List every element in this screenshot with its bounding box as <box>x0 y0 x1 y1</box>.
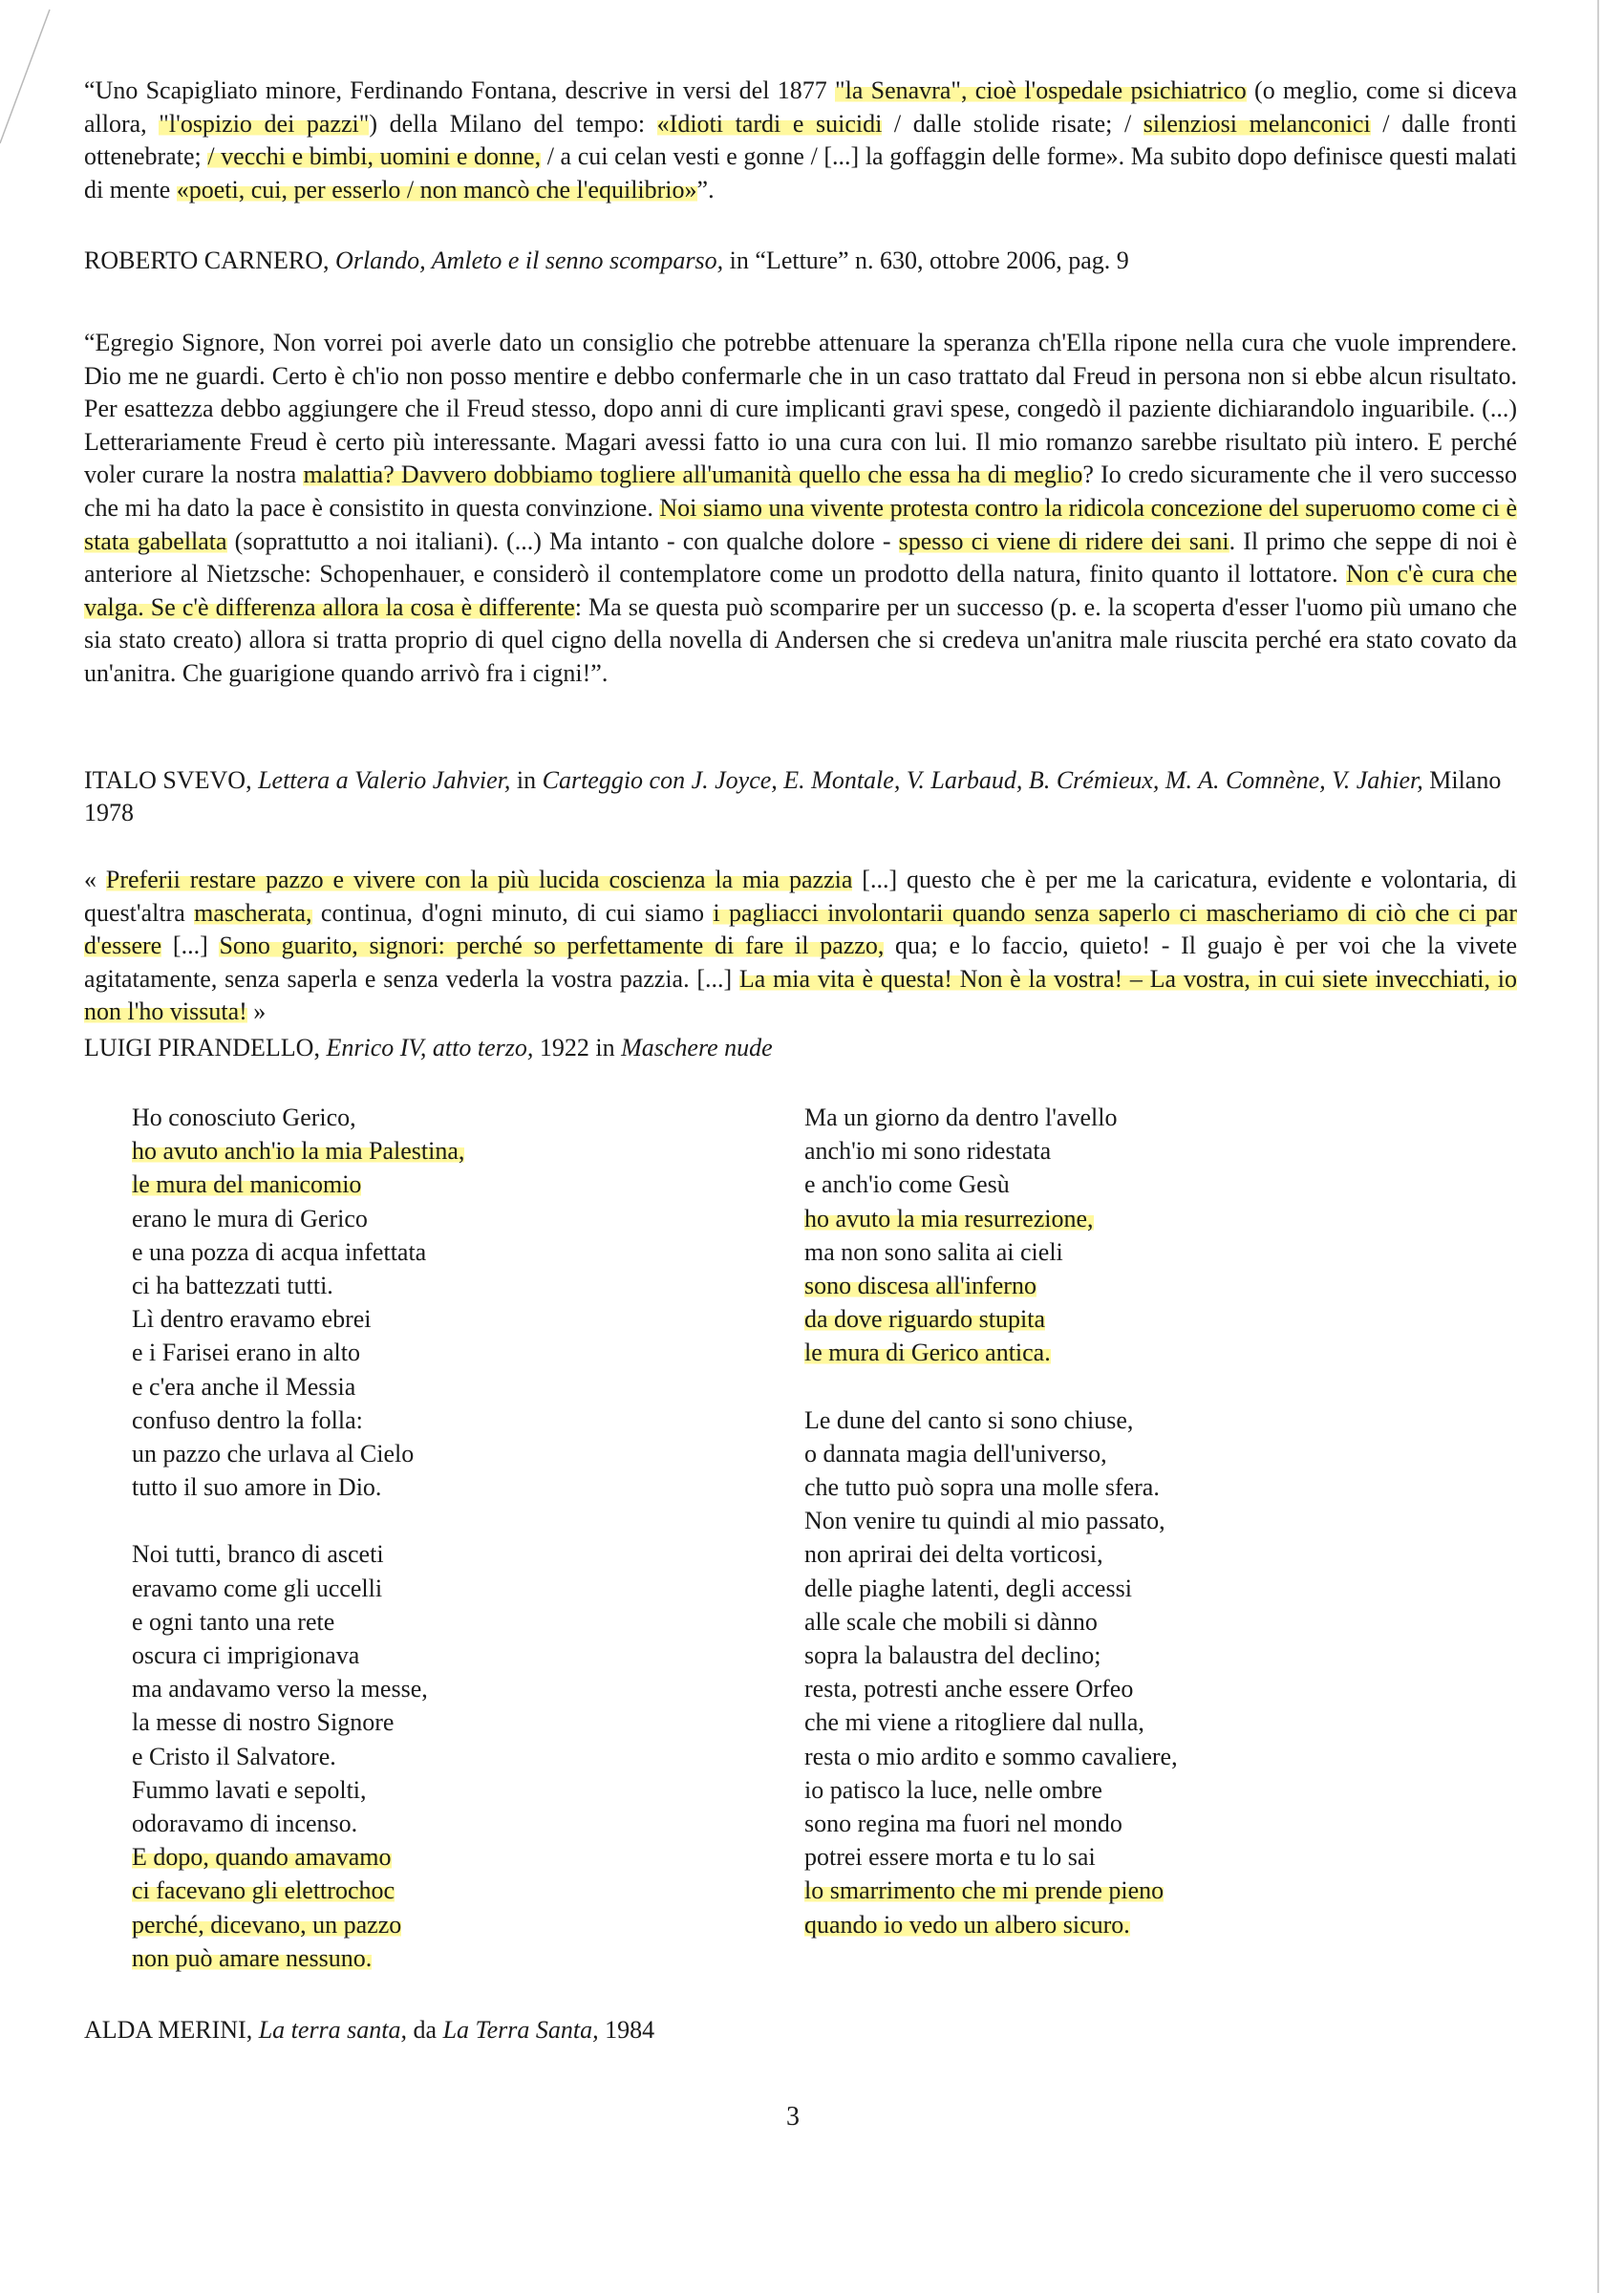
poem-stanza <box>804 1404 1178 1941</box>
poem-line: un pazzo che urlava al Cielo <box>132 1440 415 1468</box>
highlight: «poeti, cui, per esserlo / non mancò che l'equilibrio» <box>176 175 697 204</box>
quote-carnero: “Uno Scapigliato minore, Ferdinando Fontana, descrive in versi del 1877 "la Senavra", cioè l'ospedale psichiatrico (o meglio, come si diceva allora, "l'ospizio dei pazzi") della Milano del tempo: «Idioti tardi e suicidi / dalle stolide risate; / silenziosi melanconici / dalle fronti ottenebrate; / vecchi e bimbi, uomini e donne, / a cui celan vesti e gonne / [...] la goffaggin delle forme». Ma subito dopo definisce questi malati di mente «poeti, cui, per esserlo / non mancò che l'equilibrio»”. <box>84 76 1518 204</box>
highlight: ho avuto la mia resurrezione, <box>804 1204 1094 1232</box>
highlight: i pagliacci involontarii quando senza saperlo ci mascheriamo di ciò che ci par d'essere <box>84 898 1517 960</box>
poem-line: Ma un giorno da dentro l'avello <box>804 1104 1118 1131</box>
poem-line: Noi tutti, branco di asceti <box>132 1540 384 1569</box>
poem-line <box>804 1874 1178 1907</box>
poem-line <box>132 1840 464 1874</box>
stanza-gap <box>804 1370 1178 1404</box>
poem-line: resta, potresti anche essere Orfeo <box>804 1675 1134 1704</box>
poem-line: resta o mio ardito e sommo cavaliere, <box>804 1742 1178 1770</box>
highlight: le mura di Gerico antica. <box>804 1339 1051 1367</box>
poem-line <box>804 1269 1178 1302</box>
poem-line: che mi viene a ritogliere dal nulla, <box>804 1708 1144 1737</box>
highlight: le mura del manicomio <box>132 1170 362 1199</box>
poem-line: e i Farisei erano in alto <box>132 1339 360 1367</box>
poem-line: e c'era anche il Messia <box>132 1372 356 1401</box>
citation-pirandello: LUIGI PIRANDELLO, Enrico IV, atto terzo, 1922 in Maschere nude <box>84 1034 773 1061</box>
poem-line: sono regina ma fuori nel mondo <box>804 1810 1122 1838</box>
poem-line: ma andavamo verso la messe, <box>132 1675 428 1704</box>
highlight: perché, dicevano, un pazzo <box>132 1910 402 1939</box>
highlight: Noi siamo una vivente protesta contro la ridicola concezione del superuomo come ci è stata gabellata <box>84 493 1518 555</box>
poem-line <box>804 1336 1178 1369</box>
poem-line: ma non sono salita ai cieli <box>804 1237 1063 1266</box>
poem-line: eravamo come gli uccelli <box>132 1574 383 1602</box>
poem-line: anch'io mi sono ridestata <box>804 1137 1052 1166</box>
citation-carnero: ROBERTO CARNERO, Orlando, Amleto e il senno scomparso, in “Letture” n. 630, ottobre 2006, pag. 9 <box>84 246 1129 274</box>
poem-line: confuso dentro la folla: <box>132 1405 363 1434</box>
highlight: malattia? Davvero dobbiamo togliere all'umanità quello che essa ha di meglio <box>303 461 1083 489</box>
highlight: lo smarrimento che mi prende pieno <box>804 1876 1165 1905</box>
poem-line: tutto il suo amore in Dio. <box>132 1473 382 1502</box>
page-edge <box>1597 0 1599 2293</box>
poem-line <box>132 1134 464 1168</box>
poem-stanza <box>132 1537 464 1975</box>
page-number: 3 <box>786 2102 800 2132</box>
highlight: silenziosi melanconici <box>1143 109 1371 138</box>
poem-line <box>132 1168 464 1201</box>
citation-svevo: ITALO SVEVO, Lettera a Valerio Jahvier, in Carteggio con J. Joyce, E. Montale, V. Larbaud, B. Crémieux, M. A. Comnène, V. Jahier, Milano 1978 <box>84 766 1502 826</box>
poem-line: che tutto può sopra una molle sfera. <box>804 1473 1160 1502</box>
highlight: / vecchi e bimbi, uomini e donne, <box>207 142 542 171</box>
poem-line <box>804 1202 1178 1235</box>
highlight: ho avuto anch'io la mia Palestina, <box>132 1137 465 1166</box>
poem-line: ci ha battezzati tutti. <box>132 1272 333 1300</box>
poem-line <box>132 1874 464 1907</box>
highlight: «Idioti tardi e suicidi <box>656 109 883 138</box>
highlight: quando io vedo un albero sicuro. <box>804 1910 1130 1939</box>
highlight: La mia vita è questa! Non è la vostra! – La vostra, in cui siete invecchiati, io non l'ho vissuta! <box>84 964 1518 1026</box>
poem-line: odoravamo di incenso. <box>132 1810 358 1838</box>
poem-line: Lì dentro eravamo ebrei <box>132 1305 372 1334</box>
highlight: Sono guarito, signori: perché so perfettamente di fare il pazzo, <box>219 932 885 960</box>
citation-merini: ALDA MERINI, La terra santa, da La Terra Santa, 1984 <box>84 2016 655 2044</box>
quote-svevo: “Egregio Signore, Non vorrei poi averle dato un consiglio che potrebbe attenuare la speranza ch'Ella ripone nella cura che vuole imprendere. Dio me ne guardi. Certo è ch'io non posso mentire e debbo confermarle che in un caso trattato dal Freud in persona non si ebbe alcun risultato. Per esattezza debbo aggiungere che il Freud stesso, dopo anni di cure implicanti gravi spese, congedò il paziente dichiarandolo inguaribile. (...) Letterariamente Freud è certo più interessante. Magari avessi fatto io una cura con lui. Il mio romanzo sarebbe risultato più intero. E perché voler curare la nostra malattia? Davvero dobbiamo togliere all'umanità quello che essa ha di meglio? Io credo sicuramente che il vero successo che mi ha dato la pace è consistito in questa convinzione. Noi siamo una vivente protesta contro la ridicola concezione del superuomo come ci è stata gabellata (soprattutto a noi italiani). (...) Ma intanto - con qualche dolore - spesso ci viene di ridere dei sani. Il primo che seppe di noi è anteriore al Nietzsche: Schopenhauer, e considerò il contemplatore come un prodotto della natura, finito quanto il lottatore. Non c'è cura che valga. Se c'è differenza allora la cosa è differente: Ma se questa può scomparire per un successo (p. e. la scoperta d'esser l'uomo più umano che sia stato creato) allora si tratta proprio di quel cigno della novella di Andersen che si credeva un'anitra male riuscita perché era stato covato da un'anitra. Che guarigione quando arrivò fra i cigni!”. <box>84 329 1518 687</box>
highlight: Non c'è cura che valga. Se c'è differenza allora la cosa è differente <box>84 560 1517 621</box>
poem-line: o dannata magia dell'universo, <box>804 1439 1107 1468</box>
poem-line: delle piaghe latenti, degli accessi <box>804 1574 1132 1602</box>
stanza-gap <box>132 1504 464 1537</box>
poem-line: Le dune del canto si sono chiuse, <box>804 1405 1134 1434</box>
poem-line: Non venire tu quindi al mio passato, <box>804 1507 1165 1535</box>
poem-left-column <box>132 1101 464 1975</box>
poem-line <box>132 1941 464 1975</box>
poem-line: sopra la balaustra del declino; <box>804 1641 1101 1670</box>
page-corner-fold <box>0 0 86 153</box>
highlight: spesso ci viene di ridere dei sani <box>898 526 1229 555</box>
poem-line <box>804 1302 1178 1336</box>
highlight: ci facevano gli elettrochoc <box>132 1876 395 1905</box>
poem-line: e una pozza di acqua infettata <box>132 1237 427 1266</box>
poem-line: e Cristo il Salvatore. <box>132 1742 336 1770</box>
highlight: sono discesa all'inferno <box>804 1272 1036 1300</box>
poem-stanza <box>132 1101 464 1504</box>
poem-line: e anch'io come Gesù <box>804 1170 1010 1199</box>
poem-line: e ogni tanto una rete <box>132 1607 335 1636</box>
poem-line: oscura ci imprigionava <box>132 1641 360 1670</box>
poem-stanza <box>804 1101 1178 1370</box>
poem-line: io patisco la luce, nelle ombre <box>804 1775 1102 1804</box>
highlight: non può amare nessuno. <box>132 1943 373 1972</box>
highlight: mascherata, <box>194 898 312 927</box>
poem-line: Fummo lavati e sepolti, <box>132 1775 367 1804</box>
poem-line: non aprirai dei delta vorticosi, <box>804 1540 1103 1569</box>
highlight: da dove riguardo stupita <box>804 1305 1045 1334</box>
highlight: "la Senavra", cioè l'ospedale psichiatrico <box>834 76 1247 104</box>
poem-line: erano le mura di Gerico <box>132 1204 368 1232</box>
poem-line <box>804 1908 1178 1941</box>
highlight: "l'ospizio dei pazzi" <box>159 109 370 138</box>
highlight: Preferii restare pazzo e vivere con la più lucida coscienza la mia pazzia <box>105 866 853 893</box>
highlight: E dopo, quando amavamo <box>132 1843 392 1872</box>
poem-right-column <box>804 1101 1178 1941</box>
poem-line: la messe di nostro Signore <box>132 1708 395 1737</box>
poem-line: alle scale che mobili si dànno <box>804 1607 1098 1636</box>
poem-line: potrei essere morta e tu lo sai <box>804 1843 1096 1872</box>
poem-line: Ho conosciuto Gerico, <box>132 1104 356 1131</box>
quote-pirandello: « Preferii restare pazzo e vivere con la più lucida coscienza la mia pazzia [...] questo che è per me la caricatura, evidente e volontaria, di quest'altra mascherata, continua, d'ogni minuto, di cui siamo i pagliacci involontarii quando senza saperlo ci mascheriamo di ciò che ci par d'essere [...] Sono guarito, signori: perché so perfettamente di fare il pazzo, qua; e lo faccio, quieto! - Il guajo è per voi che la vivete agitatamente, senza saperla e senza vederla la vostra pazzia. [...] La mia vita è questa! Non è la vostra! – La vostra, in cui siete invecchiati, io non l'ho vissuta! » <box>84 866 1518 1026</box>
poem-line <box>132 1908 464 1941</box>
